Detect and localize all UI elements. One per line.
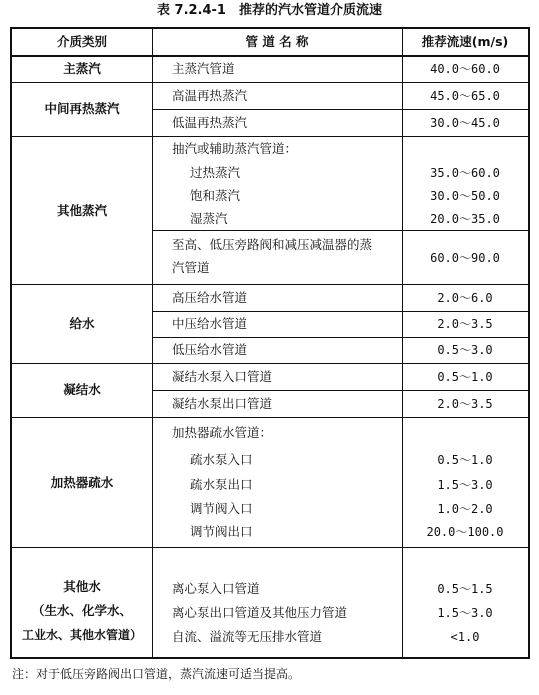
- pipe-name: 饱和蒸汽: [190, 188, 241, 203]
- flow-velocity-table: [10, 27, 530, 659]
- category-condensate: 凝结水: [63, 382, 101, 397]
- pipe-name: 中压给水管道: [172, 316, 248, 331]
- pipe-name: 调节阀出口: [190, 524, 253, 539]
- pipe-name: 过热蒸汽: [190, 165, 241, 180]
- pipe-name: 至高、低压旁路阀和减压减温器的蒸: [172, 237, 373, 252]
- pipe-name: 主蒸汽管道: [172, 61, 235, 76]
- category-other-water-detail: （生水、化学水、: [31, 603, 132, 618]
- category-other-steam: 其他蒸汽: [56, 203, 107, 218]
- pipe-name: 高温再热蒸汽: [172, 88, 248, 103]
- table-footnote: 注：对于低压旁路阀出口管道，蒸汽流速可适当提高。: [12, 667, 301, 681]
- category-other-water: 其他水: [63, 579, 101, 594]
- pipe-name: 离心泵入口管道: [172, 581, 260, 596]
- flow-speed: 2.0～3.5: [437, 397, 493, 411]
- flow-speed: 2.0～6.0: [437, 291, 493, 305]
- flow-speed: <1.0: [450, 630, 480, 644]
- pipe-name: 高压给水管道: [172, 290, 248, 305]
- pipe-name: 疏水泵出口: [190, 477, 253, 492]
- row-rule: [152, 311, 528, 312]
- category-main-steam: 主蒸汽: [63, 61, 101, 76]
- category-heater-drain: 加热器疏水: [50, 475, 114, 490]
- pipe-name: 自流、溢流等无压排水管道: [172, 629, 323, 644]
- pipe-subheading: 抽汽或辅助蒸汽管道：: [172, 141, 298, 156]
- pipe-name: 湿蒸汽: [190, 211, 228, 226]
- pipe-name: 调节阀入口: [190, 501, 253, 516]
- pipe-name: 疏水泵入口: [190, 452, 253, 467]
- flow-speed: 0.5～1.5: [437, 582, 493, 596]
- pipe-name: 凝结水泵出口管道: [172, 396, 273, 411]
- flow-speed: 1.5～3.0: [437, 606, 493, 620]
- column-divider: [152, 29, 153, 657]
- flow-speed: 1.5～3.0: [437, 478, 493, 492]
- group-rule: [12, 284, 528, 285]
- pipe-name: 凝结水泵入口管道: [172, 369, 273, 384]
- header-rule: [12, 55, 528, 57]
- group-rule: [12, 547, 528, 548]
- flow-speed: 35.0～60.0: [430, 166, 500, 180]
- pipe-name-continued: 汽管道: [172, 260, 210, 275]
- row-rule: [152, 390, 528, 391]
- flow-speed: 60.0～90.0: [430, 251, 500, 265]
- category-feedwater: 给水: [69, 316, 95, 331]
- flow-speed: 0.5～1.0: [437, 370, 493, 384]
- category-reheat-steam: 中间再热蒸汽: [44, 101, 120, 116]
- flow-speed: 1.0～2.0: [437, 502, 493, 516]
- flow-speed: 0.5～1.0: [437, 453, 493, 467]
- group-rule: [12, 136, 528, 137]
- group-rule: [12, 363, 528, 364]
- header-speed: 推荐流速(m/s): [421, 34, 509, 49]
- flow-speed: 20.0～100.0: [426, 525, 504, 539]
- category-other-water-detail: 工业水、其他水管道）: [21, 628, 142, 642]
- pipe-subheading: 加热器疏水管道：: [172, 425, 273, 440]
- row-rule: [152, 337, 528, 338]
- flow-speed: 45.0～65.0: [430, 89, 500, 103]
- group-rule: [12, 82, 528, 83]
- flow-speed: 2.0～3.5: [437, 317, 493, 331]
- header-pipe: 管 道 名 称: [245, 34, 309, 49]
- flow-speed: 20.0～35.0: [430, 212, 500, 226]
- pipe-name: 离心泵出口管道及其他压力管道: [172, 605, 348, 620]
- flow-speed: 30.0～50.0: [430, 189, 500, 203]
- row-rule: [152, 109, 528, 110]
- flow-speed: 30.0～45.0: [430, 116, 500, 130]
- group-rule: [12, 417, 528, 418]
- flow-speed: 0.5～3.0: [437, 343, 493, 357]
- header-medium: 介质类别: [56, 34, 107, 49]
- flow-speed: 40.0～60.0: [430, 62, 500, 76]
- pipe-name: 低压给水管道: [172, 342, 248, 357]
- pipe-name: 低温再热蒸汽: [172, 115, 248, 130]
- table-title: 表 7.2.4-1 推荐的汽水管道介质流速: [157, 3, 382, 18]
- row-rule: [152, 230, 528, 231]
